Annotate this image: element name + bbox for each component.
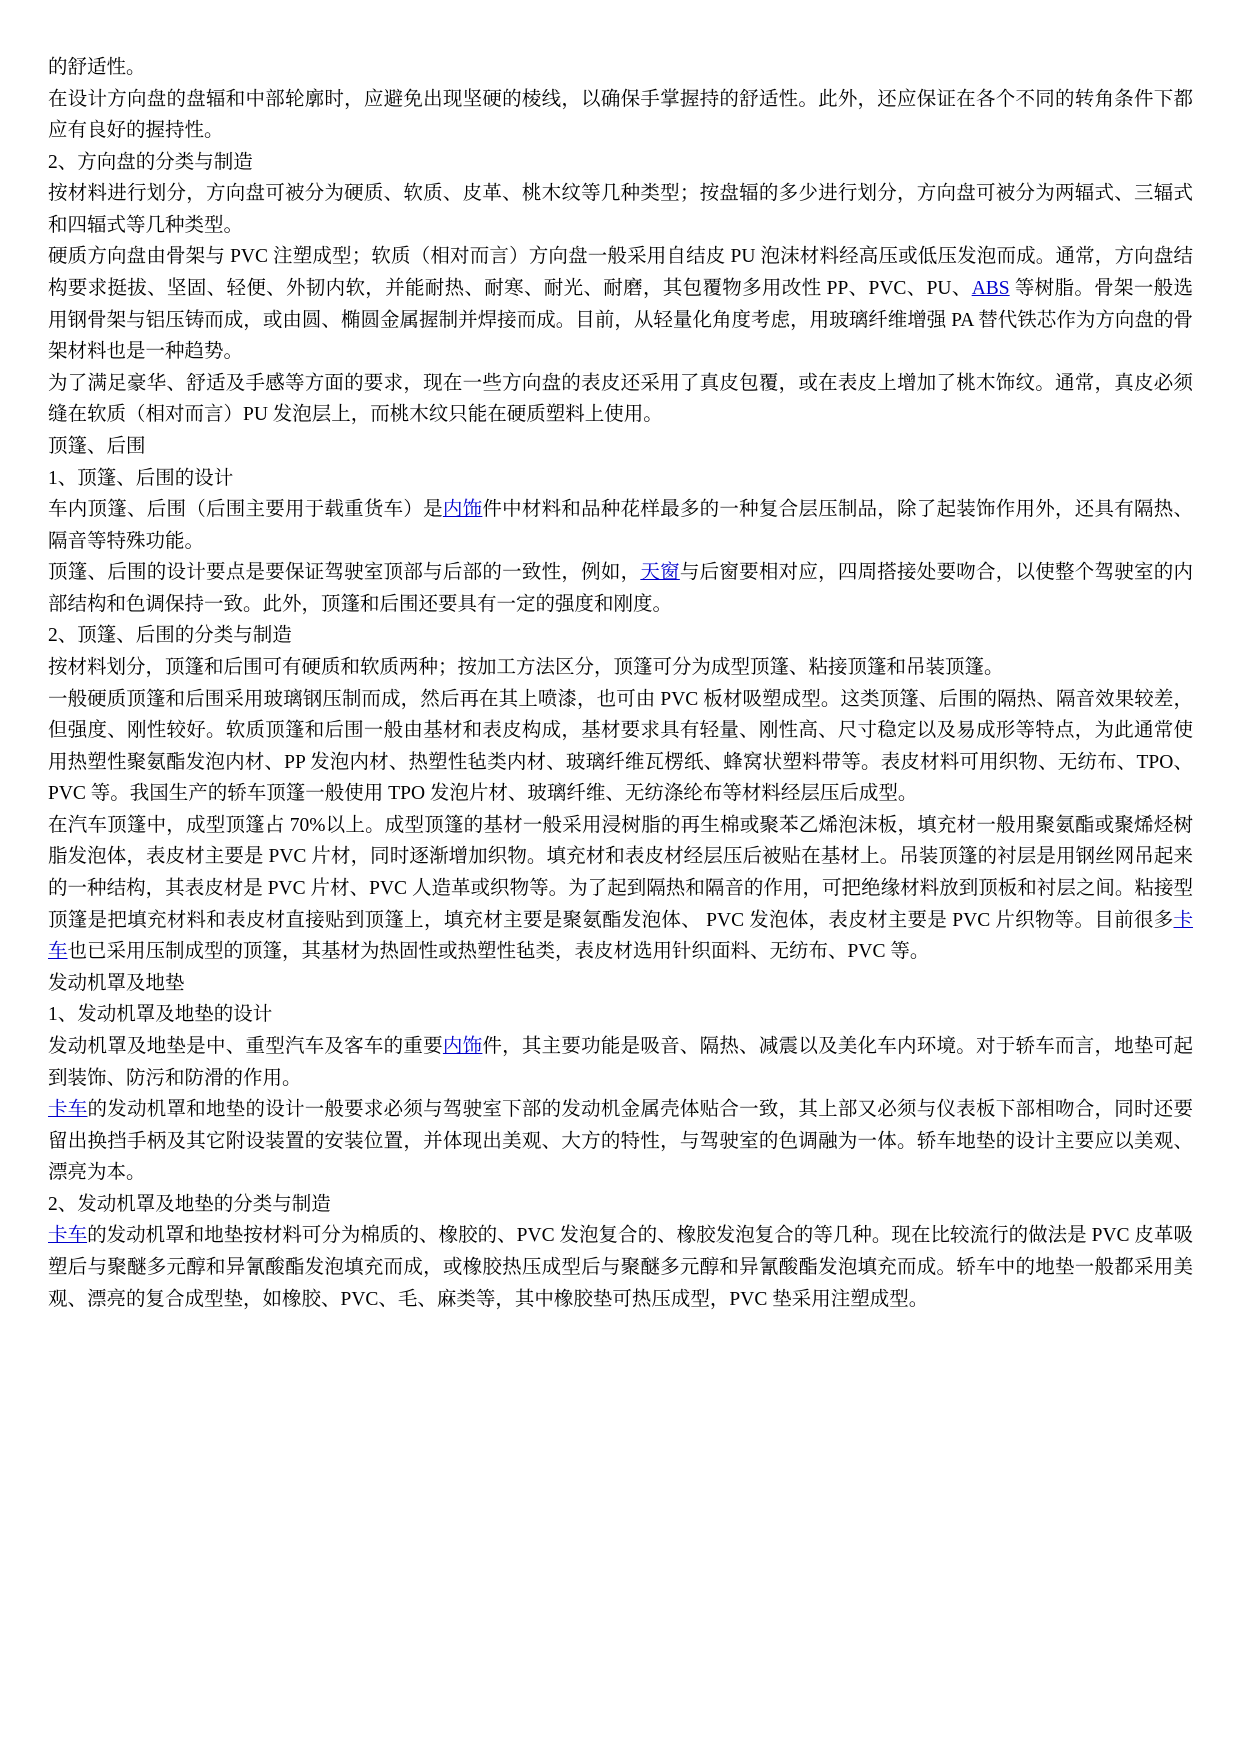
paragraph <box>48 999 1193 1031</box>
paragraph <box>48 241 1193 367</box>
paragraph <box>48 147 1193 179</box>
text-run: 一般硬质顶篷和后围采用玻璃钢压制而成，然后再在其上喷漆，也可由 PVC 板材吸塑成型。这类顶篷、后围的隔热、隔音效果较差，但强度、刚性较好。软质顶篷和后围一般由基材和表皮构成，基材要求具有轻量、刚性高、尺寸稳定以及易成形等特点，为此通常使用热塑性聚氨酯发泡内材、PP 发泡内材、热塑性毡类内材、玻璃纤维瓦楞纸、蜂窝状塑料带等。表皮材料可用织物、无纺布、TPO、PVC 等。我国生产的轿车顶篷一般使用 TPO 发泡片材、玻璃纤维、无纺涤纶布等材料经层压后成型。 <box>48 688 1193 805</box>
text-run: 等树脂。骨架一般选用钢骨架与铝压铸而成，或由圆、椭圆金属握制并焊接而成。目前，从轻量化角度考虑，用玻璃纤维增强 PA 替代铁芯作为方向盘的骨架材料也是一种趋势。 <box>48 278 1193 363</box>
inline-link[interactable]: 天窗 <box>640 562 680 584</box>
text-run: 1、发动机罩及地垫的设计 <box>48 1004 273 1026</box>
text-run: 按材料划分，顶篷和后围可有硬质和软质两种；按加工方法区分，顶篷可分为成型顶篷、粘接顶篷和吊装顶篷。 <box>48 656 1004 678</box>
text-run: 2、顶篷、后围的分类与制造 <box>48 625 292 647</box>
text-run: 发动机罩及地垫是中、重型汽车及客车的重要 <box>48 1035 443 1057</box>
text-run: 2、发动机罩及地垫的分类与制造 <box>48 1193 331 1215</box>
inline-link[interactable]: 内饰 <box>442 1035 483 1057</box>
text-run: 也已采用压制成型的顶篷，其基材为热固性或热塑性毡类，表皮材选用针织面料、无纺布、PVC 等。 <box>67 941 930 963</box>
inline-link[interactable]: 内饰 <box>442 499 483 521</box>
paragraph <box>48 1220 1193 1315</box>
text-run: 的舒适性。 <box>48 57 146 78</box>
paragraph <box>48 968 1193 1000</box>
text-run: 顶篷、后围 <box>48 435 146 457</box>
text-run: 的发动机罩和地垫的设计一般要求必须与驾驶室下部的发动机金属壳体贴合一致，其上部又必须与仪表板下部相吻合，同时还要留出换挡手柄及其它附设装置的安装位置，并体现出美观、大方的特性，与驾驶室的色调融为一体。轿车地垫的设计主要应以美观、漂亮为本。 <box>48 1099 1193 1184</box>
inline-link[interactable]: ABS <box>971 278 1010 300</box>
text-run: 硬质方向盘由骨架与 PVC 注塑成型；软质（相对而言）方向盘一般采用自结皮 PU 泡沫材料经高压或低压发泡而成。通常，方向盘结构要求挺拔、坚固、轻便、外韧内软，并能耐热、耐寒、耐光、耐磨，其包覆物多用改性 PP、PVC、PU、 <box>48 246 1193 300</box>
paragraph <box>48 810 1193 968</box>
paragraph <box>48 431 1193 463</box>
paragraph <box>48 652 1193 684</box>
text-run: 件，其主要功能是吸音、隔热、减震以及美化车内环境。对于轿车而言，地垫可起到装饰、防污和防滑的作用。 <box>48 1035 1193 1089</box>
text-run: 顶篷、后围的设计要点是要保证驾驶室顶部与后部的一致性，例如， <box>48 562 641 584</box>
inline-link[interactable]: 卡车 <box>48 909 1193 963</box>
paragraph <box>48 178 1193 241</box>
paragraph <box>48 1031 1193 1094</box>
text-run: 2、方向盘的分类与制造 <box>48 151 253 173</box>
text-run: 的发动机罩和地垫按材料可分为棉质的、橡胶的、PVC 发泡复合的、橡胶发泡复合的等几种。现在比较流行的做法是 PVC 皮革吸塑后与聚醚多元醇和异氰酸酯发泡填充而成，或橡胶热压成型后与聚醚多元醇和异氰酸酯发泡填充而成。轿车中的地垫一般都采用美观、漂亮的复合成型垫，如橡胶、PVC、毛、麻类等，其中橡胶垫可热压成型，PVC 垫采用注塑成型。 <box>48 1225 1193 1310</box>
paragraph <box>48 557 1193 620</box>
paragraph <box>48 368 1193 431</box>
text-run: 按材料进行划分，方向盘可被分为硬质、软质、皮革、桃木纹等几种类型；按盘辐的多少进行划分，方向盘可被分为两辐式、三辐式和四辐式等几种类型。 <box>48 183 1193 236</box>
paragraph <box>48 1094 1193 1189</box>
paragraph <box>48 494 1193 557</box>
text-run: 车内顶篷、后围（后围主要用于载重货车）是 <box>48 499 443 521</box>
paragraph <box>48 463 1193 495</box>
paragraph <box>48 84 1193 147</box>
text-run: 1、顶篷、后围的设计 <box>48 467 234 489</box>
text-run: 在汽车顶篷中，成型顶篷占 70%以上。成型顶篷的基材一般采用浸树脂的再生棉或聚苯乙烯泡沫板，填充材一般用聚氨酯或聚烯烃树脂发泡体，表皮材主要是 PVC 片材，同时逐渐增加织物。填充材和表皮材经层压后被贴在基材上。吊装顶篷的衬层是用钢丝网吊起来的一种结构，其表皮材是 PVC 片材、PVC 人造革或织物等。为了起到隔热和隔音的作用，可把绝缘材料放到顶板和衬层之间。粘接型顶篷是把填充材料和表皮材直接贴到顶篷上，填充材主要是聚氨酯发泡体、 PVC 发泡体，表皮材主要是 PVC 片织物等。目前很多 <box>48 814 1193 931</box>
inline-link[interactable]: 卡车 <box>48 1225 88 1247</box>
text-run: 发动机罩及地垫 <box>48 972 185 994</box>
paragraph <box>48 52 1193 84</box>
document-body <box>48 52 1193 1315</box>
paragraph <box>48 684 1193 810</box>
text-run: 与后窗要相对应，四周搭接处要吻合，以使整个驾驶室的内部结构和色调保持一致。此外，顶篷和后围还要具有一定的强度和刚度。 <box>48 562 1193 615</box>
text-run: 在设计方向盘的盘辐和中部轮廓时，应避免出现坚硬的棱线，以确保手掌握持的舒适性。此外，还应保证在各个不同的转角条件下都应有良好的握持性。 <box>48 88 1193 142</box>
paragraph <box>48 620 1193 652</box>
inline-link[interactable]: 卡车 <box>48 1099 88 1121</box>
paragraph <box>48 1189 1193 1221</box>
text-run: 为了满足豪华、舒适及手感等方面的要求，现在一些方向盘的表皮还采用了真皮包覆，或在表皮上增加了桃木饰纹。通常，真皮必须缝在软质（相对而言）PU 发泡层上，而桃木纹只能在硬质塑料上使用。 <box>48 372 1193 426</box>
text-run: 件中材料和品种花样最多的一种复合层压制品，除了起装饰作用外，还具有隔热、隔音等特殊功能。 <box>48 499 1193 552</box>
